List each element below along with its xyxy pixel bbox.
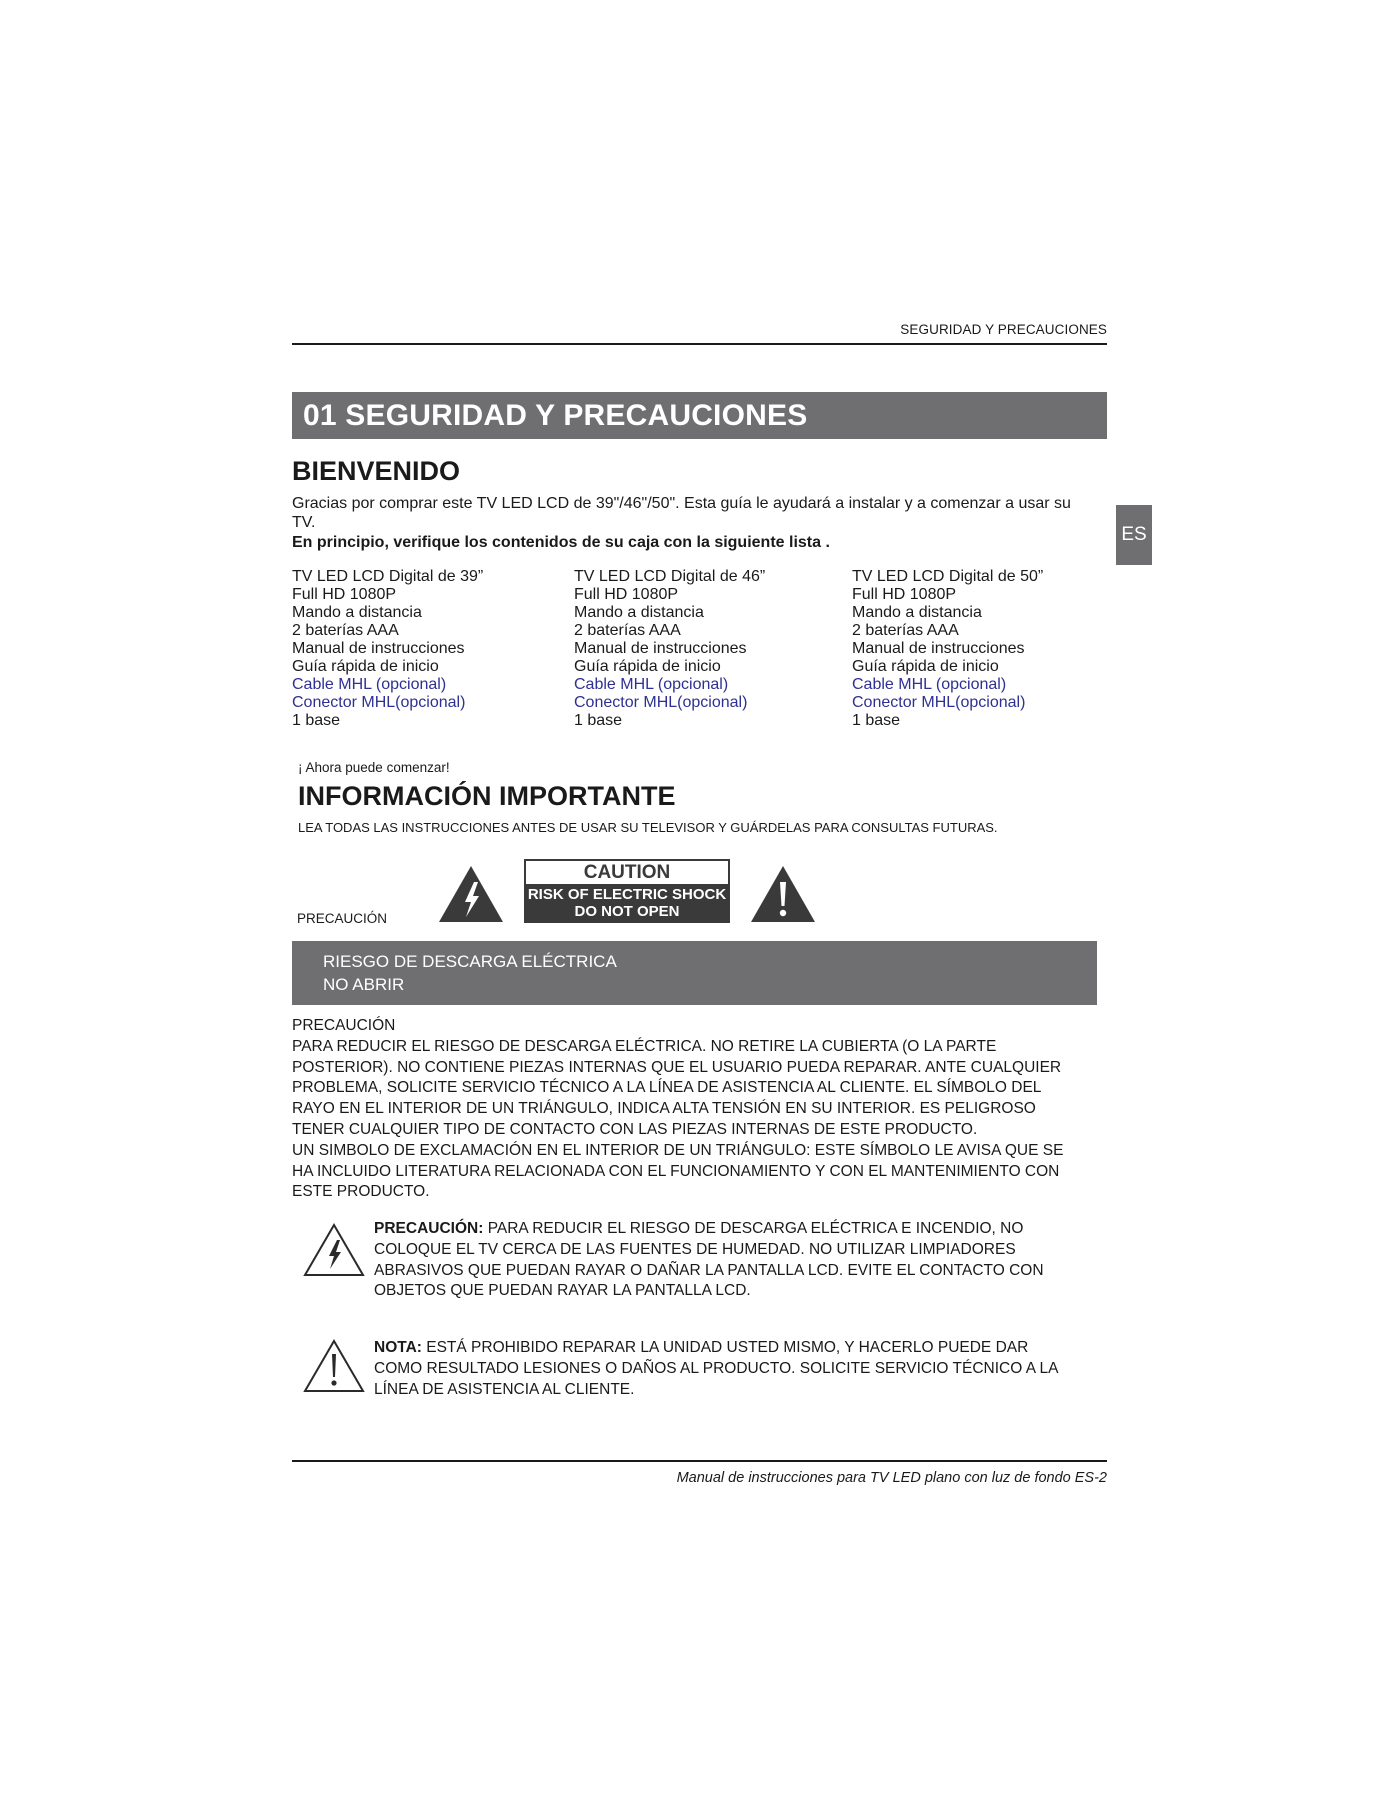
item-mhl-connector: Conector MHL(opcional)	[852, 694, 1026, 711]
item-resolution: Full HD 1080P	[574, 586, 679, 603]
item-mhl-cable: Cable MHL (opcional)	[574, 676, 729, 693]
item-remote: Mando a distancia	[574, 604, 704, 621]
item-mhl-cable: Cable MHL (opcional)	[292, 676, 447, 693]
exclamation-outline-icon	[302, 1338, 366, 1394]
item-resolution: Full HD 1080P	[292, 586, 397, 603]
footer-text: Manual de instrucciones para TV LED plano con luz de fondo ES-2	[676, 1470, 1107, 1486]
read-instructions: LEA TODAS LAS INSTRUCCIONES ANTES DE USAR SU TELEVISOR Y GUÁRDELAS PARA CONSULTAS FUTURAS.	[298, 820, 998, 835]
item-batteries: 2 baterías AAA	[852, 622, 959, 639]
item-manual: Manual de instrucciones	[292, 640, 465, 657]
language-tab: ES	[1116, 505, 1152, 565]
item-batteries: 2 baterías AAA	[292, 622, 399, 639]
caution-sign-line1: RISK OF ELECTRIC SHOCK	[527, 886, 727, 903]
repair-note-text: ESTÁ PROHIBIDO REPARAR LA UNIDAD USTED MISMO, Y HACERLO PUEDE DAR COMO RESULTADO LESIONES O DAÑOS AL PRODUCTO. SOLICITE SERVICIO TÉCNICO A LA LÍNEA DE ASISTENCIA AL CLIENTE.	[374, 1339, 1058, 1398]
lightning-warning-icon	[437, 864, 505, 924]
item-remote: Mando a distancia	[852, 604, 982, 621]
caution-paragraph	[292, 1016, 1072, 1203]
item-batteries: 2 baterías AAA	[574, 622, 681, 639]
start-now-text: ¡ Ahora puede comenzar!	[298, 760, 450, 775]
item-resolution: Full HD 1080P	[852, 586, 957, 603]
repair-note	[374, 1338, 1074, 1400]
welcome-intro: Gracias por comprar este TV LED LCD de 39"/46"/50". Esta guía le ayudará a instalar y a comenzar a usar su TV.	[292, 495, 1071, 531]
caution-paragraph-body-2: UN SIMBOLO DE EXCLAMACIÓN EN EL INTERIOR DE UN TRIÁNGULO: ESTE SÍMBOLO LE AVISA QUE SE HA INCLUIDO LITERATURA RELACIONADA CON EL FUNCIONAMIENTO Y CON EL MANTENIMIENTO CON ESTE PRODUCTO.	[292, 1141, 1064, 1201]
exclamation-warning-icon	[749, 864, 817, 924]
item-stand: 1 base	[292, 712, 341, 729]
item-mhl-connector: Conector MHL(opcional)	[574, 694, 748, 711]
footer-rule	[292, 1460, 1107, 1462]
item-quick-guide: Guía rápida de inicio	[574, 658, 721, 675]
item-stand: 1 base	[574, 712, 623, 729]
moisture-warning-label: PRECAUCIÓN:	[374, 1220, 484, 1237]
item-quick-guide: Guía rápida de inicio	[852, 658, 999, 675]
moisture-warning-text: PARA REDUCIR EL RIESGO DE DESCARGA ELÉCTRICA E INCENDIO, NO COLOQUE EL TV CERCA DE LAS FUENTES DE HUMEDAD. NO UTILIZAR LIMPIADORES ABRASIVOS QUE PUEDAN RAYAR O DAÑAR LA PANTALLA LCD. EVITE EL CONTACTO CON OBJETOS QUE PUEDAN RAYAR LA PANTALLA LCD.	[374, 1220, 1044, 1300]
caution-paragraph-title: PRECAUCIÓN	[292, 1017, 396, 1034]
moisture-warning	[374, 1219, 1074, 1302]
repair-note-label: NOTA:	[374, 1339, 422, 1356]
header-rule	[292, 343, 1107, 345]
caution-sign-title: CAUTION	[583, 862, 671, 883]
important-heading: INFORMACIÓN IMPORTANTE	[298, 781, 676, 811]
item-manual: Manual de instrucciones	[574, 640, 747, 657]
contents-column-50	[852, 568, 1043, 730]
welcome-heading: BIENVENIDO	[292, 456, 461, 486]
caution-paragraph-body: PARA REDUCIR EL RIESGO DE DESCARGA ELÉCTRICA. NO RETIRE LA CUBIERTA (O LA PARTE POSTERIOR). NO CONTIENE PIEZAS INTERNAS QUE EL USUARIO PUEDA REPARAR. ANTE CUALQUIER PROBLEMA, SOLICITE SERVICIO TÉCNICO A LA LÍNEA DE ASISTENCIA AL CLIENTE. EL SÍMBOLO DEL RAYO EN EL INTERIOR DE UN TRIÁNGULO, INDICA ALTA TENSIÓN EN SU INTERIOR. ES PELIGROSO TENER CUALQUIER TIPO DE CONTACTO CON LAS PIEZAS INTERNAS DE ESTE PRODUCTO.	[292, 1037, 1062, 1138]
contents-column-39	[292, 568, 483, 730]
caution-sign-line2: DO NOT OPEN	[574, 903, 680, 920]
caution-sign-body	[526, 884, 728, 921]
item-remote: Mando a distancia	[292, 604, 422, 621]
item-stand: 1 base	[852, 712, 901, 729]
running-header: SEGURIDAD Y PRECAUCIONES	[900, 322, 1107, 337]
risk-banner	[292, 941, 1097, 1005]
welcome-check: En principio, verifique los contenidos de su caja con la siguiente lista .	[292, 534, 830, 551]
item-mhl-connector: Conector MHL(opcional)	[292, 694, 466, 711]
lightning-outline-icon	[302, 1222, 366, 1278]
item-mhl-cable: Cable MHL (opcional)	[852, 676, 1007, 693]
risk-line-1: RIESGO DE DESCARGA ELÉCTRICA	[323, 952, 617, 971]
chapter-title: 01 SEGURIDAD Y PRECAUCIONES	[292, 392, 1107, 439]
item-quick-guide: Guía rápida de inicio	[292, 658, 439, 675]
item-model: TV LED LCD Digital de 50”	[852, 568, 1044, 585]
risk-line-2: NO ABRIR	[323, 975, 405, 994]
item-manual: Manual de instrucciones	[852, 640, 1025, 657]
caution-label: PRECAUCIÓN	[297, 911, 388, 926]
caution-sign	[524, 859, 730, 923]
contents-column-46	[574, 568, 765, 730]
item-model: TV LED LCD Digital de 46”	[574, 568, 766, 585]
item-model: TV LED LCD Digital de 39”	[292, 568, 484, 585]
